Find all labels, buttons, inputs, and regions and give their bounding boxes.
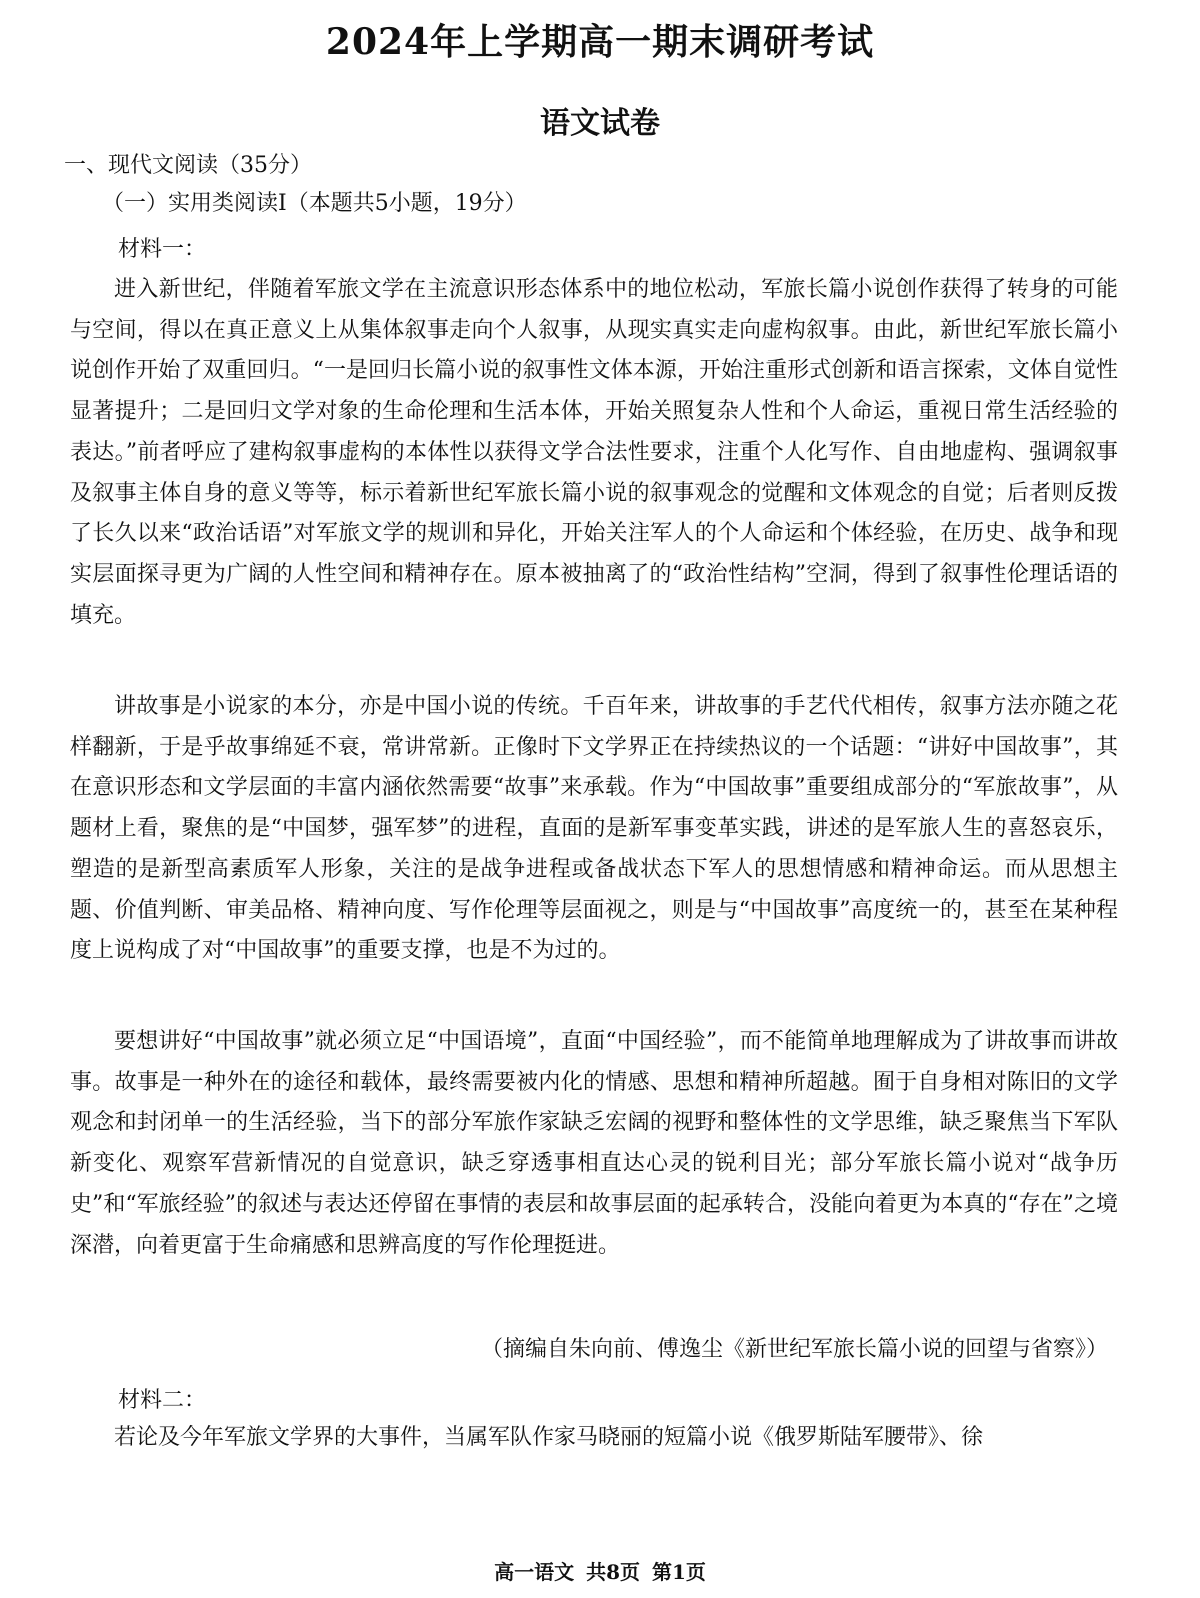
paragraph-2: 讲故事是小说家的本分，亦是中国小说的传统。千百年来，讲故事的手艺代代相传，叙事方法亦随之花样翻新，于是乎故事绵延不衰，常讲常新。正像时下文学界正在持续热议的一个话题：“讲好中国故事”，其在意识形态和文学层面的丰富内涵依然需要“故事”来承载。作为“中国故事”重要组成部分的“军旅故事”，从题材上看，聚焦的是“中国梦，强军梦”的进程，直面的是新军事变革实践，讲述的是军旅人生的喜怒哀乐，塑造的是新型高素质军人形象，关注的是战争进程或备战状态下军人的思想情感和精神命运。而从思想主题、价值判断、审美品格、精神向度、写作伦理等层面视之，则是与“中国故事”高度统一的，甚至在某种程度上说构成了对“中国故事”的重要支撑，也是不为过的。 [70,694,1118,964]
paragraph-3: 要想讲好“中国故事”就必须立足“中国语境”，直面“中国经验”，而不能简单地理解成为了讲故事而讲故事。故事是一种外在的途径和载体，最终需要被内化的情感、思想和精神所超越。囿于自身相对陈旧的文学观念和封闭单一的生活经验，当下的部分军旅作家缺乏宏阔的视野和整体性的文学思维，缺乏聚焦当下军队新变化、观察军营新情况的自觉意识，缺乏穿透事相直达心灵的锐利目光；部分军旅长篇小说对“战争历史”和“军旅经验”的叙述与表达还停留在事情的表层和故事层面的起承转合，没能向着更为本真的“存在”之境深潜，向着更富于生命痛感和思辨高度的写作伦理挺进。 [70,1029,1118,1258]
footer-page-number: 第1页 [652,1560,706,1584]
exam-subtitle: 语文试卷 [540,106,660,141]
footer-course: 高一语文 [494,1560,575,1584]
paragraph-1: 进入新世纪，伴随着军旅文学在主流意识形态体系中的地位松动，军旅长篇小说创作获得了转身的可能与空间，得以在真正意义上从集体叙事走向个人叙事，从现实真实走向虚构叙事。由此，新世纪军旅长篇小说创作开始了双重回归。“一是回归长篇小说的叙事性文体本源，开始注重形式创新和语言探索，文体自觉性显著提升；二是回归文学对象的生命伦理和生活本体，开始关照复杂人性和个人命运，重视日常生活经验的表达。”前者呼应了建构叙事虚构的本体性以获得文学合法性要求，注重个人化写作、自由地虚构、强调叙事及叙事主体自身的意义等等，标示着新世纪军旅长篇小说的叙事观念的觉醒和文体观念的自觉；后者则反拨了长久以来“政治话语”对军旅文学的规训和异化，开始关注军人的个人命运和个体经验，在历史、战争和现实层面探寻更为广阔的人性空间和精神存在。原本被抽离了的“政治性结构”空洞，得到了叙事性伦理话语的填充。 [70,277,1118,628]
footer-total-pages: 共8页 [586,1560,640,1584]
material-two-label: 材料二： [118,1388,207,1413]
exam-title: 2024年上学期高一期末调研考试 [325,21,875,63]
section-heading: 一、现代文阅读（35分） [64,153,312,178]
material-two-paragraph: 若论及今年军旅文学界的大事件，当属军队作家马晓丽的短篇小说《俄罗斯陆军腰带》、徐 [114,1425,984,1450]
sub-heading: （一）实用类阅读Ⅰ（本题共5小题，19分） [102,191,527,216]
source-citation: （摘编自朱向前、傅逸尘《新世纪军旅长篇小说的回望与省察》） [480,1337,1108,1362]
page-footer [0,1556,1200,1585]
material-one-label: 材料一： [118,237,207,262]
